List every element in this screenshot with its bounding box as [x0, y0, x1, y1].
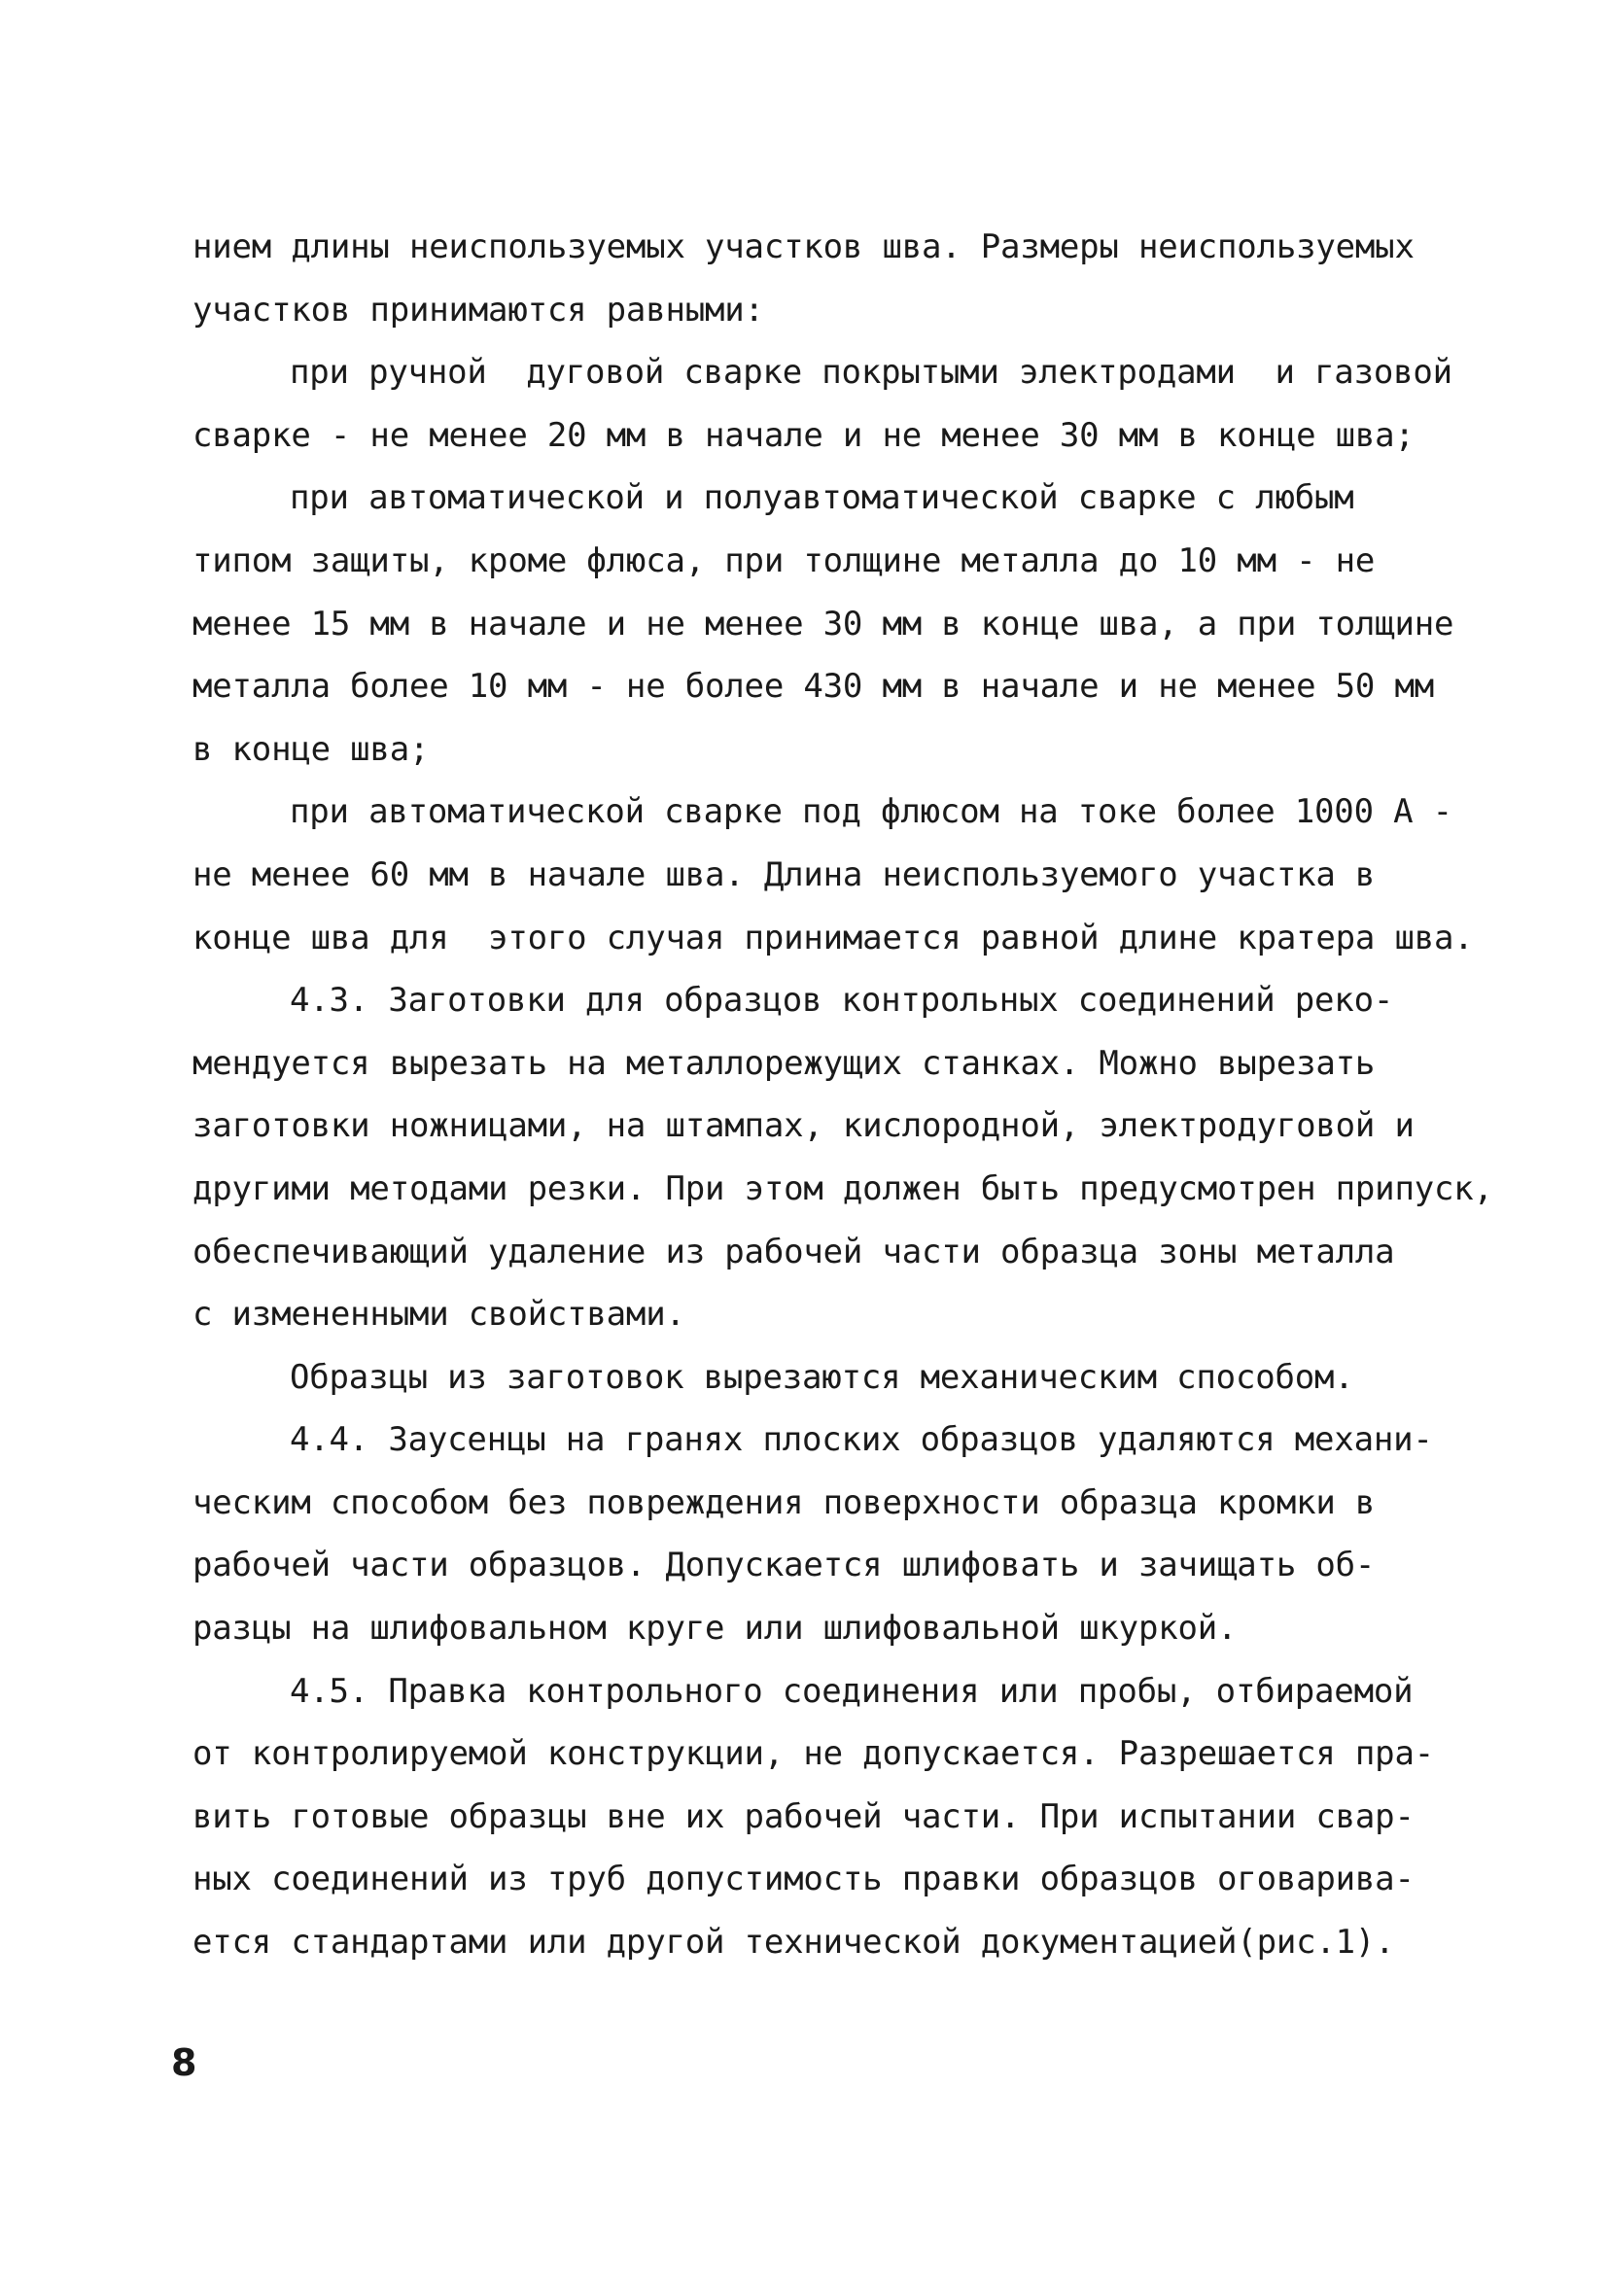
text-line: ется стандартами или другой технической документацией(рис.1). [192, 1923, 1395, 1963]
text-line: заготовки ножницами, на штампах, кислородной, электродуговой и [192, 1106, 1415, 1146]
text-line: 4.3. Заготовки для образцов контрольных соединений реко- [290, 981, 1394, 1021]
text-line: 4.4. Заусенцы на гранях плоских образцов удаляются механи- [290, 1420, 1433, 1460]
text-line: другими методами резки. При этом должен быть предусмотрен припуск, [192, 1168, 1493, 1208]
text-line: менее 15 мм в начале и не менее 30 мм в конце шва, а при толщине [192, 604, 1454, 644]
text-line: Образцы из заготовок вырезаются механическим способом. [290, 1357, 1354, 1397]
text-line: при автоматической сварке под флюсом на токе более 1000 А - [290, 792, 1452, 832]
text-line: сварке - не менее 20 мм в начале и не менее 30 мм в конце шва; [192, 415, 1415, 455]
text-line: не менее 60 мм в начале шва. Длина неиспользуемого участка в [192, 854, 1376, 894]
text-line: 4.5. Правка контрольного соединения или пробы, отбираемой [290, 1671, 1414, 1711]
text-line: мендуется вырезать на металлорежущих станках. Можно вырезать [192, 1043, 1376, 1083]
text-line: от контролируемой конструкции, не допускается. Разрешается пра- [192, 1734, 1434, 1774]
text-line: нием длины неиспользуемых участков шва. Размеры неиспользуемых [192, 227, 1415, 266]
text-line: ческим способом без повреждения поверхности образца кромки в [192, 1482, 1376, 1522]
text-line: конце шва для этого случая принимается равной длине кратера шва. [192, 918, 1474, 957]
text-line: вить готовые образцы вне их рабочей части. При испытании свар- [192, 1796, 1415, 1836]
text-line: рабочей части образцов. Допускается шлифовать и зачищать об- [192, 1546, 1376, 1585]
page-number: 8 [171, 2041, 197, 2084]
text-line: в конце шва; [192, 729, 430, 769]
text-line: участков принимаются равными: [192, 290, 764, 330]
text-line: обеспечивающий удаление из рабочей части образца зоны металла [192, 1232, 1395, 1271]
text-line: металла более 10 мм - не более 430 мм в начале и не менее 50 мм [192, 667, 1434, 707]
text-line: при ручной дуговой сварке покрытыми электродами и газовой [290, 353, 1452, 393]
text-line: разцы на шлифовальном круге или шлифовальной шкуркой. [192, 1609, 1238, 1649]
text-line: ных соединений из труб допустимость правки образцов оговарива- [192, 1860, 1415, 1899]
text-line: с измененными свойствами. [192, 1295, 685, 1335]
text-line: при автоматической и полуавтоматической сварке с любым [290, 478, 1354, 518]
text-line: типом защиты, кроме флюса, при толщине металла до 10 мм - не [192, 540, 1376, 580]
body-text [192, 216, 1493, 1974]
